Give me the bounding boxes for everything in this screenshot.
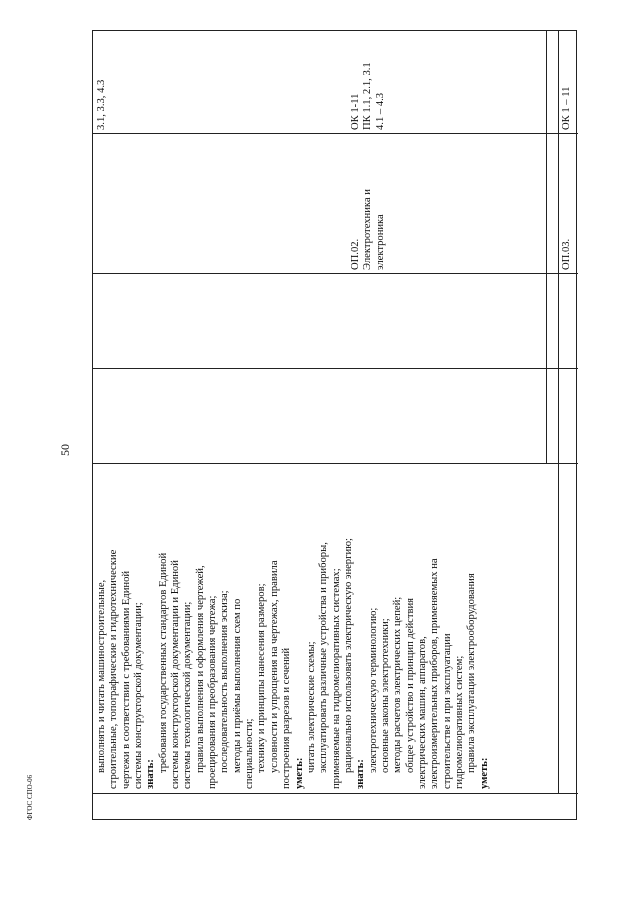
competency-codes: ПК 1.1, 2.1, 3.1 <box>362 62 374 130</box>
competency-codes: 3.1, 3.3, 4.3 <box>96 79 107 130</box>
content-line: последовательность выполнения эскиза; <box>219 590 231 773</box>
column-divider <box>93 368 578 369</box>
content-line: специальности; <box>244 718 256 789</box>
competency-codes: ОК 1-11 <box>350 93 361 130</box>
content-line: правила выполнения и оформления чертежей, <box>194 565 206 773</box>
content-line: технику и принципы нанесения размеров; <box>256 583 268 773</box>
discipline-name: Электротехника и <box>362 189 374 270</box>
column-divider <box>93 463 578 464</box>
content-line: методы и приёмы выполнения схем по <box>231 598 243 773</box>
rotated-sheet <box>92 30 577 820</box>
content-line: читать электрические схемы; <box>305 641 317 773</box>
content-column <box>96 538 491 789</box>
content-line: чертежи в соответствии с требованиями Единой <box>120 570 132 789</box>
content-line: основные законы электротехники; <box>379 618 391 773</box>
row-divider <box>546 30 547 464</box>
row-divider <box>558 30 559 794</box>
content-line: электрических машин, аппаратов, <box>416 636 428 789</box>
content-line: эксплуатировать различные устройства и приборы, <box>318 542 330 773</box>
content-line: построения разрезов и сечений <box>281 648 293 789</box>
discipline-op03 <box>561 239 573 270</box>
column-divider <box>93 793 578 794</box>
section-heading: уметь: <box>478 757 490 789</box>
curriculum-table <box>92 30 577 820</box>
content-line: системы конструкторской документации; <box>133 602 145 789</box>
discipline-op02 <box>350 189 387 270</box>
content-line: гидромелиоративных систем; <box>453 655 465 789</box>
page-number: 50 <box>58 444 72 456</box>
section-heading: уметь: <box>293 757 305 789</box>
discipline-code: ОП.02. <box>350 238 361 270</box>
section-heading: знать: <box>145 759 157 789</box>
competency-row-3 <box>561 87 573 130</box>
discipline-code: ОП.03. <box>561 238 572 270</box>
content-line: рационально использовать электрическую энергию; <box>342 538 354 773</box>
content-line: строительные, топографические и гидротехнические <box>108 549 120 789</box>
content-lines <box>96 538 491 789</box>
section-heading: знать: <box>355 759 367 789</box>
content-line: применяемые на гидромелиоративных системах; <box>330 568 342 789</box>
content-line: строительстве и при эксплуатации <box>441 633 453 789</box>
column-divider <box>93 273 578 274</box>
discipline-name: электроника <box>374 214 386 270</box>
content-line: требования государственных стандартов Единой <box>157 552 169 773</box>
content-line: методы расчетов электрических цепей; <box>392 596 404 773</box>
content-line: системы технологической документации; <box>182 601 194 789</box>
footer-code: ФГОС СПО-06 <box>26 774 34 820</box>
competency-row-1 <box>96 80 108 130</box>
content-line: условности и упрощения на чертежах, правила <box>268 560 280 773</box>
content-line: правила эксплуатации электрооборудования <box>466 573 478 773</box>
content-line: выполнять и читать машиностроительные, <box>96 579 107 773</box>
content-line: системы конструкторской документации и Единой <box>170 560 182 789</box>
competency-row-2 <box>350 62 387 130</box>
content-line: общее устройство и принцип действия <box>404 597 416 773</box>
competency-codes: 4.1 – 4.3 <box>374 92 386 130</box>
content-line: электротехническую терминологию; <box>367 607 379 773</box>
column-divider <box>93 133 578 134</box>
content-line: проецирования и преобразования чертежа; <box>207 595 219 789</box>
content-line: электроизмерительных приборов, применяемых на <box>429 558 441 789</box>
competency-codes: ОК 1 – 11 <box>561 86 572 130</box>
